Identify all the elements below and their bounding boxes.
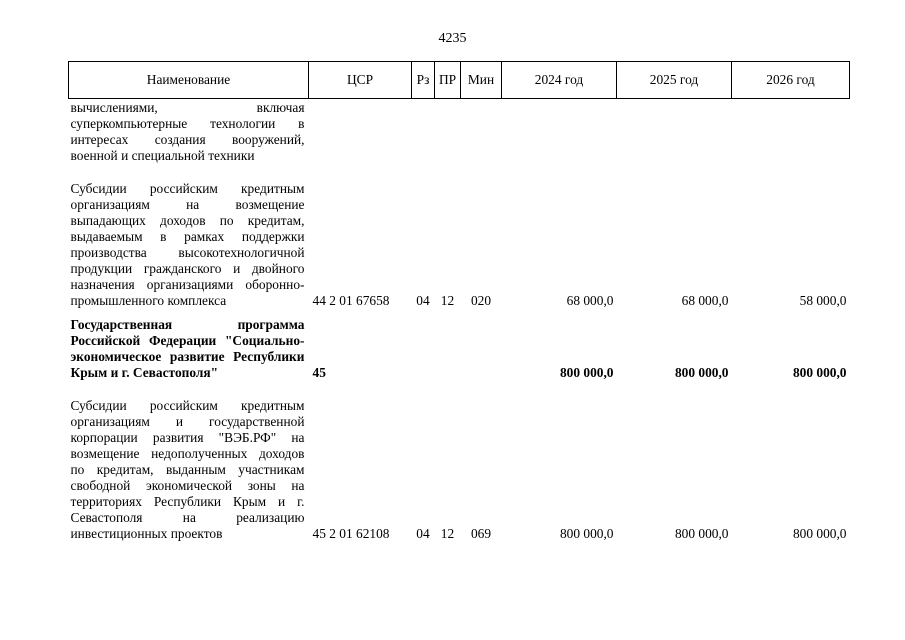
row-pr <box>435 99 461 165</box>
row-2025 <box>617 99 732 165</box>
table-row <box>69 164 850 309</box>
row-csr: 45 <box>312 365 326 380</box>
row-2026: 800 000,0 <box>792 526 847 541</box>
row-name: Государственная программа Российской Федерации "Социально-экономическое развитие Республики Крым и г. Севастополя" <box>70 317 305 380</box>
page-number: 4235 <box>438 31 467 46</box>
row-min: 020 <box>470 293 492 308</box>
row-name: Субсидии российским кредитным организациям на возмещение выпадающих доходов по кредитам, выдаваемым в рамках поддержки производства высокотехнологичной продукции гражданского и двойного назначения организациями оборонно-промышленного комплекса <box>70 181 305 308</box>
row-2025: 68 000,0 <box>681 293 729 308</box>
row-name: вычислениями, включая суперкомпьютерные технологии в интересах создания вооружений, военной и специальной техники <box>70 100 305 163</box>
row-2024: 68 000,0 <box>566 293 614 308</box>
row-min <box>461 309 502 381</box>
header-2025: 2025 год <box>617 62 732 99</box>
row-pr: 12 <box>440 526 455 541</box>
table-header-row <box>69 62 850 99</box>
row-min <box>461 99 502 165</box>
row-2026: 800 000,0 <box>792 365 847 380</box>
row-2026 <box>732 99 850 165</box>
row-2024: 800 000,0 <box>559 526 614 541</box>
row-rz: 04 <box>416 293 430 308</box>
row-csr: 45 2 01 62108 <box>312 526 390 541</box>
header-min: Мин <box>461 62 502 99</box>
row-2024 <box>502 99 617 165</box>
header-rz: Рз <box>412 62 435 99</box>
row-rz <box>412 99 435 165</box>
budget-table <box>68 61 850 542</box>
row-pr: 12 <box>440 293 455 308</box>
header-pr: ПР <box>435 62 461 99</box>
row-pr <box>435 309 461 381</box>
header-csr: ЦСР <box>309 62 412 99</box>
row-rz <box>412 309 435 381</box>
table-row <box>69 381 850 542</box>
header-2026: 2026 год <box>732 62 850 99</box>
row-min: 069 <box>470 526 492 541</box>
row-2026: 58 000,0 <box>799 293 847 308</box>
header-2024: 2024 год <box>502 62 617 99</box>
row-2025: 800 000,0 <box>674 365 729 380</box>
row-2025: 800 000,0 <box>674 526 729 541</box>
table-row <box>69 99 850 165</box>
row-name: Субсидии российским кредитным организациям и государственной корпорации развития "ВЭБ.РФ" на возмещение недополученных доходов по кредитам, выданным участникам свободной экономической зоны на территориях Республики Крым и г. Севастополя на реализацию инвестиционных проектов <box>70 398 305 541</box>
row-2024: 800 000,0 <box>559 365 614 380</box>
table-row <box>69 309 850 381</box>
header-name: Наименование <box>69 62 309 99</box>
row-csr: 44 2 01 67658 <box>312 293 390 308</box>
row-rz: 04 <box>416 526 430 541</box>
row-csr <box>309 99 412 165</box>
